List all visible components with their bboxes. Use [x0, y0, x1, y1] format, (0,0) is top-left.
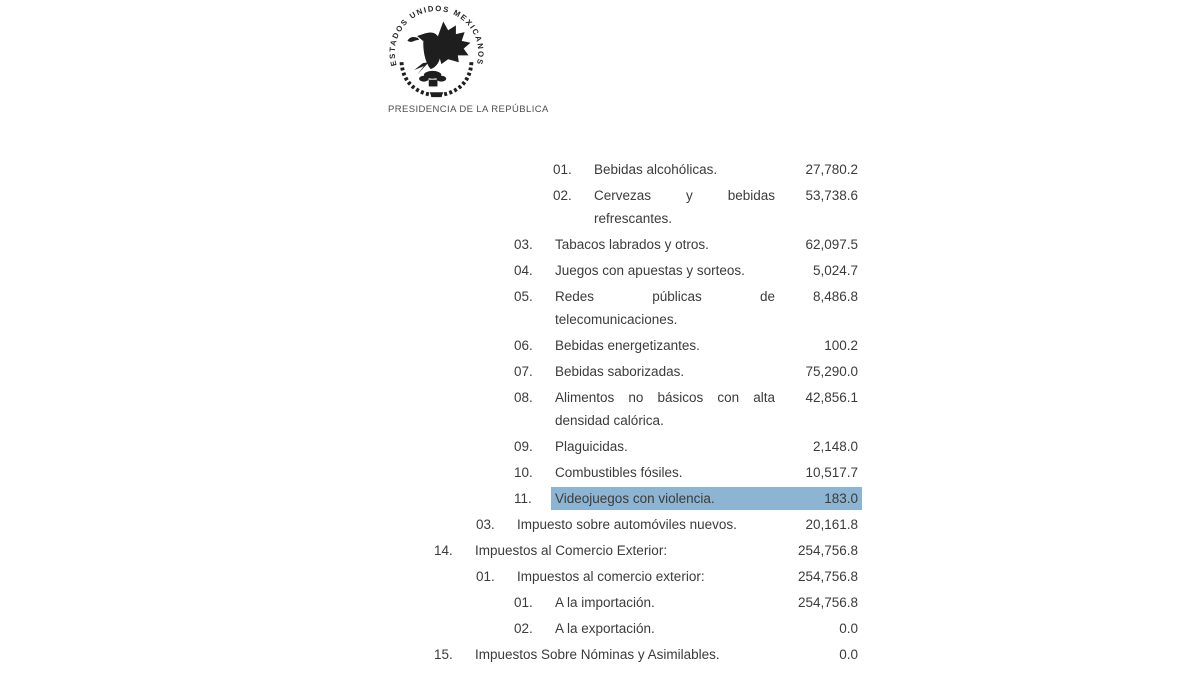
row-value: 254,756.8	[797, 595, 858, 610]
row-value: 183.0	[824, 491, 858, 506]
row-number: 11.	[514, 491, 532, 506]
row-content	[555, 461, 858, 484]
table-row	[553, 158, 858, 181]
row-number: 15.	[434, 647, 453, 662]
row-content	[517, 513, 858, 536]
row-label-line: densidad calórica.	[555, 413, 664, 428]
row-value: 20,161.8	[805, 517, 858, 532]
row-content	[555, 285, 858, 331]
row-number: 09.	[514, 439, 533, 454]
row-label-line: Cervezas y bebidas	[594, 188, 775, 203]
row-label	[555, 233, 775, 256]
row-value: 0.0	[839, 647, 858, 662]
row-value: 10,517.7	[805, 465, 858, 480]
row-value: 2,148.0	[812, 439, 858, 454]
row-label-line: Bebidas alcohólicas.	[594, 162, 718, 177]
row-label	[555, 285, 775, 331]
row-value: 0.0	[839, 621, 858, 636]
table-row	[514, 435, 858, 458]
table-row	[514, 617, 858, 640]
row-number: 03.	[514, 237, 533, 252]
row-label	[555, 487, 775, 510]
row-label	[517, 565, 775, 588]
row-value: 42,856.1	[805, 390, 858, 405]
row-content	[475, 643, 858, 666]
table-row	[514, 461, 858, 484]
row-number: 03.	[476, 517, 495, 532]
row-content	[555, 334, 858, 357]
row-label	[555, 461, 775, 484]
row-content	[555, 360, 858, 383]
eagle-emblem	[407, 21, 470, 86]
table-row	[476, 513, 858, 536]
table-row	[514, 386, 858, 432]
seal-arc-text: ESTADOS UNIDOS MEXICANOS	[388, 4, 485, 67]
row-content	[594, 158, 858, 181]
row-content	[475, 539, 858, 562]
row-label	[475, 539, 775, 562]
row-number: 08.	[514, 390, 533, 405]
row-number: 06.	[514, 338, 533, 353]
row-label-line: Plaguicidas.	[555, 439, 628, 454]
row-label-line: Bebidas energetizantes.	[555, 338, 700, 353]
table-row	[514, 487, 858, 510]
row-label	[555, 617, 775, 640]
row-label-line: A la importación.	[555, 595, 655, 610]
row-label	[475, 643, 775, 666]
row-number: 02.	[514, 621, 533, 636]
row-value: 53,738.6	[805, 188, 858, 203]
row-label-line: refrescantes.	[594, 211, 673, 226]
row-content	[555, 233, 858, 256]
table-row	[514, 259, 858, 282]
row-content	[555, 386, 858, 432]
table-row	[553, 184, 858, 230]
row-label-line: Tabacos labrados y otros.	[555, 237, 709, 252]
row-number: 10.	[514, 465, 533, 480]
table-row	[514, 285, 858, 331]
row-label-line: Impuestos al Comercio Exterior:	[475, 543, 668, 558]
row-number: 02.	[553, 188, 572, 203]
row-label-line: Impuestos Sobre Nóminas y Asimilables.	[475, 647, 720, 662]
table-row	[514, 334, 858, 357]
row-number: 01.	[514, 595, 533, 610]
row-number: 04.	[514, 263, 533, 278]
row-label-line: telecomunicaciones.	[555, 312, 678, 327]
table-row	[514, 233, 858, 256]
row-label-line: Videojuegos con violencia.	[555, 491, 715, 506]
table-row	[476, 565, 858, 588]
row-number: 14.	[434, 543, 453, 558]
row-label	[594, 184, 775, 230]
row-content	[555, 617, 858, 640]
row-number: 01.	[553, 162, 572, 177]
row-label	[555, 435, 775, 458]
row-label-line: Combustibles fósiles.	[555, 465, 683, 480]
row-value: 100.2	[824, 338, 858, 353]
row-content	[551, 487, 862, 510]
row-label-line: Alimentos no básicos con alta	[555, 390, 775, 405]
row-value: 75,290.0	[805, 364, 858, 379]
row-label	[555, 259, 775, 282]
row-number: 07.	[514, 364, 533, 379]
row-value: 254,756.8	[797, 569, 858, 584]
row-label	[555, 386, 775, 432]
row-number: 01.	[476, 569, 495, 584]
row-label-line: A la exportación.	[555, 621, 655, 636]
table-row	[434, 539, 858, 562]
row-label	[555, 334, 775, 357]
row-value: 8,486.8	[812, 289, 858, 304]
row-label	[555, 360, 775, 383]
row-value: 62,097.5	[805, 237, 858, 252]
row-label	[594, 158, 775, 181]
mexico-coat-of-arms-icon	[388, 4, 485, 101]
row-value: 27,780.2	[805, 162, 858, 177]
tax-table	[0, 158, 1200, 669]
row-label-line: Juegos con apuestas y sorteos.	[555, 263, 745, 278]
row-label	[555, 591, 775, 614]
row-number: 05.	[514, 289, 533, 304]
org-name: PRESIDENCIA DE LA REPÚBLICA	[388, 104, 549, 115]
row-content	[555, 435, 858, 458]
table-row	[514, 360, 858, 383]
row-label-line: Redes públicas de	[555, 289, 775, 304]
row-content	[555, 259, 858, 282]
document-header	[388, 4, 549, 115]
row-label-line: Bebidas saborizadas.	[555, 364, 685, 379]
row-label	[517, 513, 775, 536]
row-value: 254,756.8	[797, 543, 858, 558]
row-content	[555, 591, 858, 614]
row-label-line: Impuestos al comercio exterior:	[517, 569, 705, 584]
row-label-line: Impuesto sobre automóviles nuevos.	[517, 517, 737, 532]
table-row	[434, 643, 858, 666]
table-row	[514, 591, 858, 614]
row-content	[594, 184, 858, 230]
row-content	[517, 565, 858, 588]
row-value: 5,024.7	[812, 263, 858, 278]
